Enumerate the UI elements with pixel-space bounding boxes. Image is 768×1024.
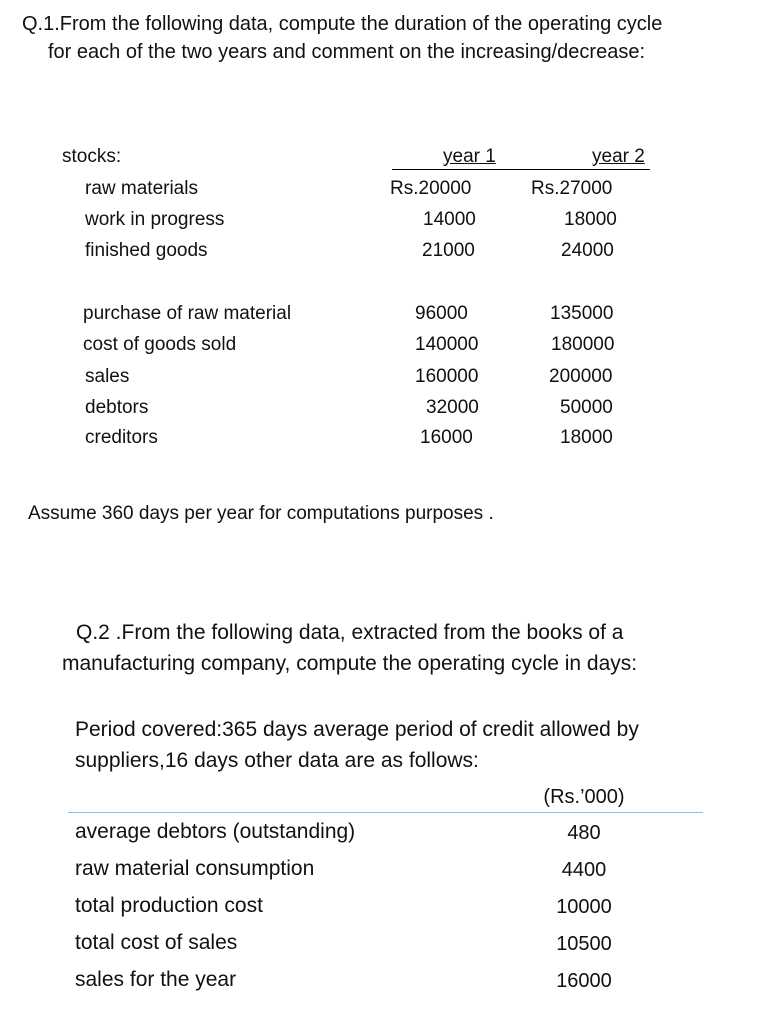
assumption-note: Assume 360 days per year for computations purposes .: [28, 503, 494, 524]
q1-row-label: creditors: [85, 427, 158, 448]
q1-row-label: raw materials: [85, 178, 198, 199]
q2-title-line2: manufacturing company, compute the operating cycle in days:: [62, 652, 638, 675]
q1-title-line2: for each of the two years and comment on the increasing/decrease:: [48, 41, 646, 63]
q1-title: [22, 10, 662, 66]
q1-title-line1: Q.1.From the following data, compute the duration of the operating cycle: [22, 13, 663, 35]
col-year1-header: year 1: [443, 146, 496, 167]
q1-row-label: sales: [85, 366, 130, 387]
q2-row-label: total cost of sales: [75, 931, 238, 954]
q1-row-year2: Rs.27000: [531, 178, 613, 199]
q1-row-year2: 50000: [560, 397, 613, 418]
q2-table-rule: [68, 812, 703, 813]
q1-row-year1: 140000: [415, 334, 479, 355]
q2-row-label: raw material consumption: [75, 857, 315, 880]
q1-row-year2: 200000: [549, 366, 613, 387]
q1-row-label: cost of goods sold: [83, 334, 237, 355]
q2-row-label: sales for the year: [75, 968, 237, 991]
stocks-label: stocks:: [62, 146, 122, 167]
q2-period-line2: suppliers,16 days other data are as follows:: [75, 749, 479, 772]
q2-unit-header: (Rs.’000): [543, 786, 625, 808]
q1-row-year1: Rs.20000: [390, 178, 472, 199]
q1-row-year1: 160000: [415, 366, 479, 387]
q2-title: [62, 617, 637, 679]
q1-row-label: purchase of raw material: [83, 303, 292, 324]
q1-row-year1: 21000: [422, 240, 475, 261]
q1-row-year2: 135000: [550, 303, 614, 324]
q1-row-year1: 96000: [415, 303, 468, 324]
q2-period-text: [75, 714, 639, 776]
q2-row-label: total production cost: [75, 894, 263, 917]
q2-title-line1: Q.2 .From the following data, extracted from the books of a: [76, 621, 624, 644]
q1-row-year1: 32000: [426, 397, 479, 418]
q2-row-value: 10000: [556, 896, 612, 918]
q2-row-value: 10500: [556, 933, 612, 955]
q2-row-label: average debtors (outstanding): [75, 820, 356, 843]
q2-row-value: 16000: [556, 970, 612, 992]
col-year2-header: year 2: [592, 146, 645, 167]
q1-row-year2: 180000: [551, 334, 615, 355]
q1-row-label: work in progress: [85, 209, 225, 230]
header-underline: [392, 169, 650, 170]
q1-row-label: finished goods: [85, 240, 208, 261]
q2-row-value: 480: [567, 822, 601, 844]
q1-row-year2: 18000: [564, 209, 617, 230]
q2-period-line1: Period covered:365 days average period of credit allowed by: [75, 718, 639, 741]
q1-row-year2: 18000: [560, 427, 613, 448]
q1-row-year1: 16000: [420, 427, 473, 448]
q1-row-year1: 14000: [423, 209, 476, 230]
q2-row-value: 4400: [561, 859, 607, 881]
q1-row-year2: 24000: [561, 240, 614, 261]
q1-row-label: debtors: [85, 397, 149, 418]
